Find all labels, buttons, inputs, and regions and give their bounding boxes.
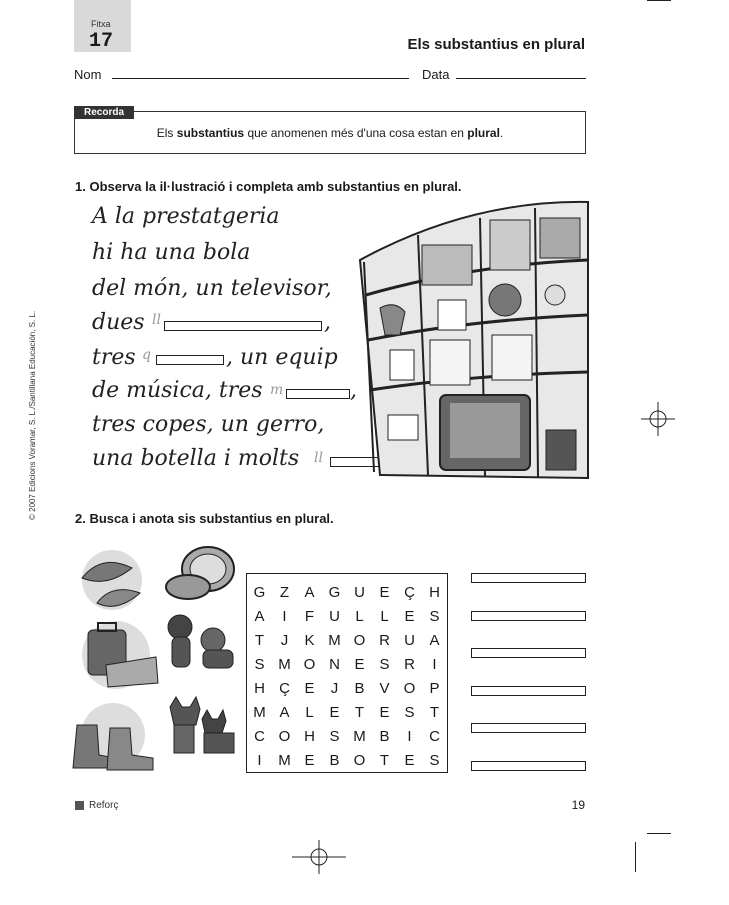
grid-row [247, 604, 447, 628]
grid-cell[interactable]: E [379, 583, 390, 601]
grid-row [247, 652, 447, 676]
fitxa-label: Fitxa [91, 19, 111, 29]
grid-row [247, 724, 447, 748]
grid-cell[interactable]: S [404, 703, 415, 721]
grid-cell[interactable]: H [429, 583, 440, 601]
script-line-3: del món, un televisor, [92, 276, 332, 301]
script-line-5b: , un equip [226, 345, 338, 370]
grid-cell[interactable]: G [328, 583, 341, 601]
grid-cell[interactable]: A [304, 583, 315, 601]
footer-square-icon [75, 801, 84, 810]
shelf-illustration [350, 200, 590, 480]
grid-cell[interactable]: Ç [404, 583, 415, 601]
grid-cell[interactable]: O [353, 631, 366, 649]
grid-cell[interactable]: U [404, 631, 415, 649]
grid-row [247, 748, 447, 772]
grid-cell[interactable]: S [429, 751, 440, 769]
grid-cell[interactable]: Z [279, 583, 290, 601]
grid-cell[interactable]: L [305, 703, 314, 721]
answer-box-5[interactable] [471, 723, 586, 733]
hint-2: q [142, 347, 151, 363]
grid-cell[interactable]: T [379, 751, 390, 769]
grid-cell[interactable]: G [253, 583, 266, 601]
word-search-grid [246, 573, 448, 773]
grid-cell[interactable]: L [355, 607, 364, 625]
grid-cell[interactable]: N [329, 655, 340, 673]
name-field[interactable] [112, 78, 409, 79]
crop-mark-bottom-left-vertical [635, 842, 636, 872]
grid-row [247, 628, 447, 652]
leaves-picture [72, 548, 152, 613]
grid-cell[interactable]: J [280, 631, 289, 649]
answer-box-4[interactable] [471, 686, 586, 696]
grid-cell[interactable]: S [254, 655, 265, 673]
exercise-1-title: 1. Observa la il·lustració i completa amb substantius en plural. [75, 179, 462, 194]
grid-cell[interactable]: A [429, 631, 440, 649]
grid-cell[interactable]: C [254, 727, 265, 745]
grid-cell[interactable]: U [329, 607, 340, 625]
grid-cell[interactable]: I [432, 655, 437, 673]
blank-3[interactable] [286, 389, 350, 399]
grid-cell[interactable]: R [379, 631, 390, 649]
name-label: Nom [74, 67, 102, 82]
blank-2[interactable] [156, 355, 224, 365]
grid-cell[interactable]: E [329, 703, 340, 721]
exercise-2-title: 2. Busca i anota sis substantius en plural. [75, 511, 334, 526]
grid-cell[interactable]: O [303, 655, 316, 673]
grid-cell[interactable]: M [328, 631, 341, 649]
hint-1: ll [152, 312, 161, 328]
script-line-6: de música, tres [92, 378, 263, 403]
grid-cell[interactable]: S [329, 727, 340, 745]
grid-cell[interactable]: E [304, 679, 315, 697]
grid-cell[interactable]: S [379, 655, 390, 673]
registration-mark-right-icon [641, 402, 675, 436]
recorda-tab: Recorda [74, 106, 134, 119]
grid-cell[interactable]: H [254, 679, 265, 697]
grid-cell[interactable]: H [304, 727, 315, 745]
script-line-5: tres [92, 345, 136, 370]
grid-cell[interactable]: K [304, 631, 315, 649]
script-line-2: hi ha una bola [92, 240, 251, 265]
grid-cell[interactable]: E [404, 607, 415, 625]
answer-box-6[interactable] [471, 761, 586, 771]
page-number: 19 [571, 798, 585, 812]
grid-row [247, 676, 447, 700]
grid-cell[interactable]: T [354, 703, 365, 721]
script-line-7: tres copes, un gerro, [92, 412, 325, 437]
cats-picture [160, 695, 240, 760]
grid-cell[interactable]: I [282, 607, 287, 625]
date-label: Data [422, 67, 450, 82]
grid-cell[interactable]: R [404, 655, 415, 673]
grid-cell[interactable]: I [257, 751, 262, 769]
boots-picture [65, 700, 160, 775]
hint-3: m [270, 382, 284, 398]
footer-section: Reforç [89, 800, 119, 811]
script-line-8: una botella i molts [92, 446, 300, 471]
grid-cell[interactable]: E [304, 751, 315, 769]
grid-cell[interactable]: U [354, 583, 365, 601]
answer-box-3[interactable] [471, 648, 586, 658]
grid-cell[interactable]: I [407, 727, 412, 745]
grid-cell[interactable]: O [278, 727, 291, 745]
grid-row [247, 580, 447, 604]
date-field[interactable] [456, 78, 586, 79]
grid-cell[interactable]: V [379, 679, 390, 697]
grid-cell[interactable]: M [278, 655, 291, 673]
monkeys-picture [158, 605, 243, 675]
grid-cell[interactable]: M [278, 751, 291, 769]
grid-cell[interactable]: J [330, 679, 339, 697]
grid-cell[interactable]: A [254, 607, 265, 625]
coins-picture [160, 545, 240, 605]
grid-cell[interactable]: A [279, 703, 290, 721]
page-title: Els substantius en plural [407, 36, 585, 53]
crop-mark-top-right [647, 0, 671, 1]
grid-cell[interactable]: B [379, 727, 390, 745]
grid-cell[interactable]: M [353, 727, 366, 745]
script-line-1: A la prestatgeria [92, 204, 280, 229]
grid-cell[interactable]: F [304, 607, 315, 625]
grid-cell[interactable]: E [379, 703, 390, 721]
grid-cell[interactable]: O [403, 679, 416, 697]
grid-cell[interactable]: B [354, 679, 365, 697]
grid-cell[interactable]: C [429, 727, 440, 745]
suitcases-picture [68, 615, 163, 690]
grid-cell[interactable]: Ç [279, 679, 290, 697]
registration-mark-bottom-icon [292, 840, 346, 874]
side-credit: © 2007 Edicions Voramar, S. L./Santillana Educación, S. L. [28, 310, 37, 520]
grid-cell[interactable]: O [353, 751, 366, 769]
grid-cell[interactable]: P [429, 679, 440, 697]
script-comma-2: , [350, 378, 357, 403]
grid-cell[interactable]: E [404, 751, 415, 769]
answer-box-1[interactable] [471, 573, 586, 583]
crop-mark-bottom-right [647, 833, 671, 834]
blank-1[interactable] [164, 321, 322, 331]
grid-cell[interactable]: M [253, 703, 266, 721]
recorda-text: Els substantius que anomenen més d'una cosa estan en plural. [156, 126, 504, 140]
grid-cell[interactable]: L [380, 607, 389, 625]
grid-cell[interactable]: S [429, 607, 440, 625]
hint-4: ll [314, 450, 323, 466]
script-comma-1: , [324, 310, 331, 335]
grid-cell[interactable]: E [354, 655, 365, 673]
fitxa-number: 17 [89, 30, 114, 53]
grid-cell[interactable]: T [429, 703, 440, 721]
grid-cell[interactable]: T [254, 631, 265, 649]
script-line-4: dues [92, 310, 145, 335]
answer-box-2[interactable] [471, 611, 586, 621]
grid-row [247, 700, 447, 724]
grid-cell[interactable]: B [329, 751, 340, 769]
